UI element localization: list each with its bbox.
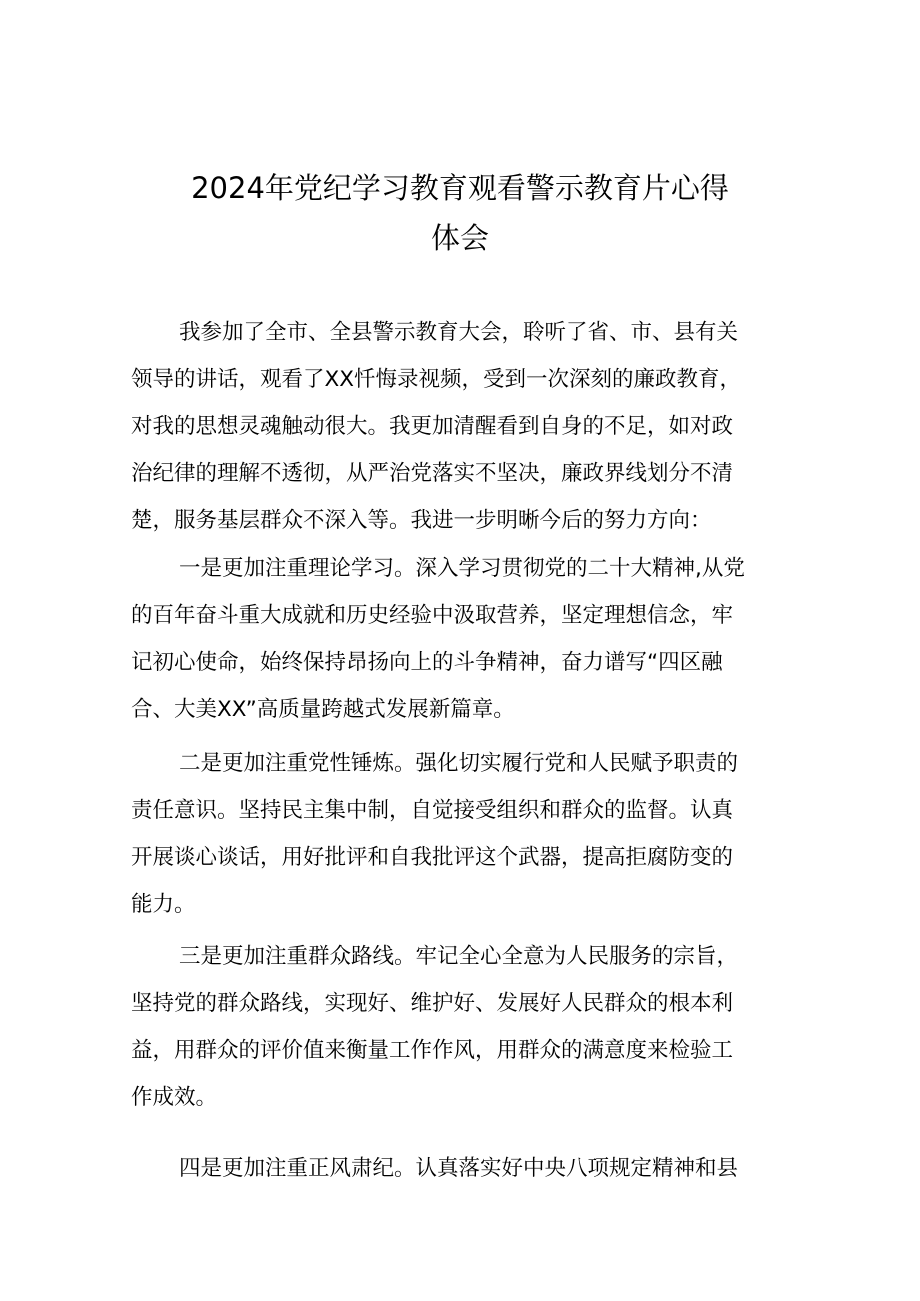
text-line: 的百年奋斗重大成就和历史经验中汲取营养，坚定理想信念，牢	[131, 603, 734, 628]
text-line: 二是更加注重党性锤炼。强化切实履行党和人民赋予职责的	[179, 751, 739, 776]
text-line: 对我的思想灵魂触动很大。我更加清醒看到自身的不足，如对政	[131, 414, 734, 439]
document-title	[120, 163, 800, 263]
text-line: 治纪律的理解不透彻，从严治党落实不坚决，廉政界线划分不清	[131, 461, 734, 486]
text-line: 四是更加注重正风肃纪。认真落实好中央八项规定精神和县	[179, 1156, 739, 1181]
paragraph-1	[131, 309, 791, 544]
text-line: 楚，服务基层群众不深入等。我进一步明晰今后的努力方向：	[131, 508, 712, 533]
text-line: 能力。	[131, 892, 196, 917]
paragraph-5	[131, 1145, 791, 1192]
paragraph-4	[131, 933, 791, 1121]
text-line: 三是更加注重群众路线。牢记全心全意为人民服务的宗旨，	[179, 944, 739, 969]
text-line: 记初心使命，始终保持昂扬向上的斗争精神，奋力谱写“四区融	[131, 650, 723, 675]
title-line: 体会	[430, 221, 489, 255]
text-line: 益，用群众的评价值来衡量工作作风，用群众的满意度来检验工	[131, 1038, 734, 1063]
text-line: 坚持党的群众路线，实现好、维护好、发展好人民群众的根本利	[131, 991, 734, 1016]
text-line: 领导的讲话，观看了XX忏悔录视频，受到一次深刻的廉政教育，	[131, 367, 741, 392]
title-line: 2024年党纪学习教育观看警示教育片心得	[191, 171, 729, 205]
paragraph-3	[131, 740, 791, 928]
text-line: 作成效。	[131, 1085, 218, 1110]
text-line: 开展谈心谈话，用好批评和自我批评这个武器，提高拒腐防变的	[131, 845, 734, 870]
text-line: 责任意识。坚持民主集中制，自觉接受组织和群众的监督。认真	[131, 798, 734, 823]
paragraph-2	[131, 545, 791, 733]
text-line: 我参加了全市、全县警示教育大会，聆听了省、市、县有关	[179, 320, 739, 345]
text-line: 合、大美XX”高质量跨越式发展新篇章。	[131, 697, 515, 722]
text-line: 一是更加注重理论学习。深入学习贯彻党的二十大精神,从党	[179, 556, 745, 581]
